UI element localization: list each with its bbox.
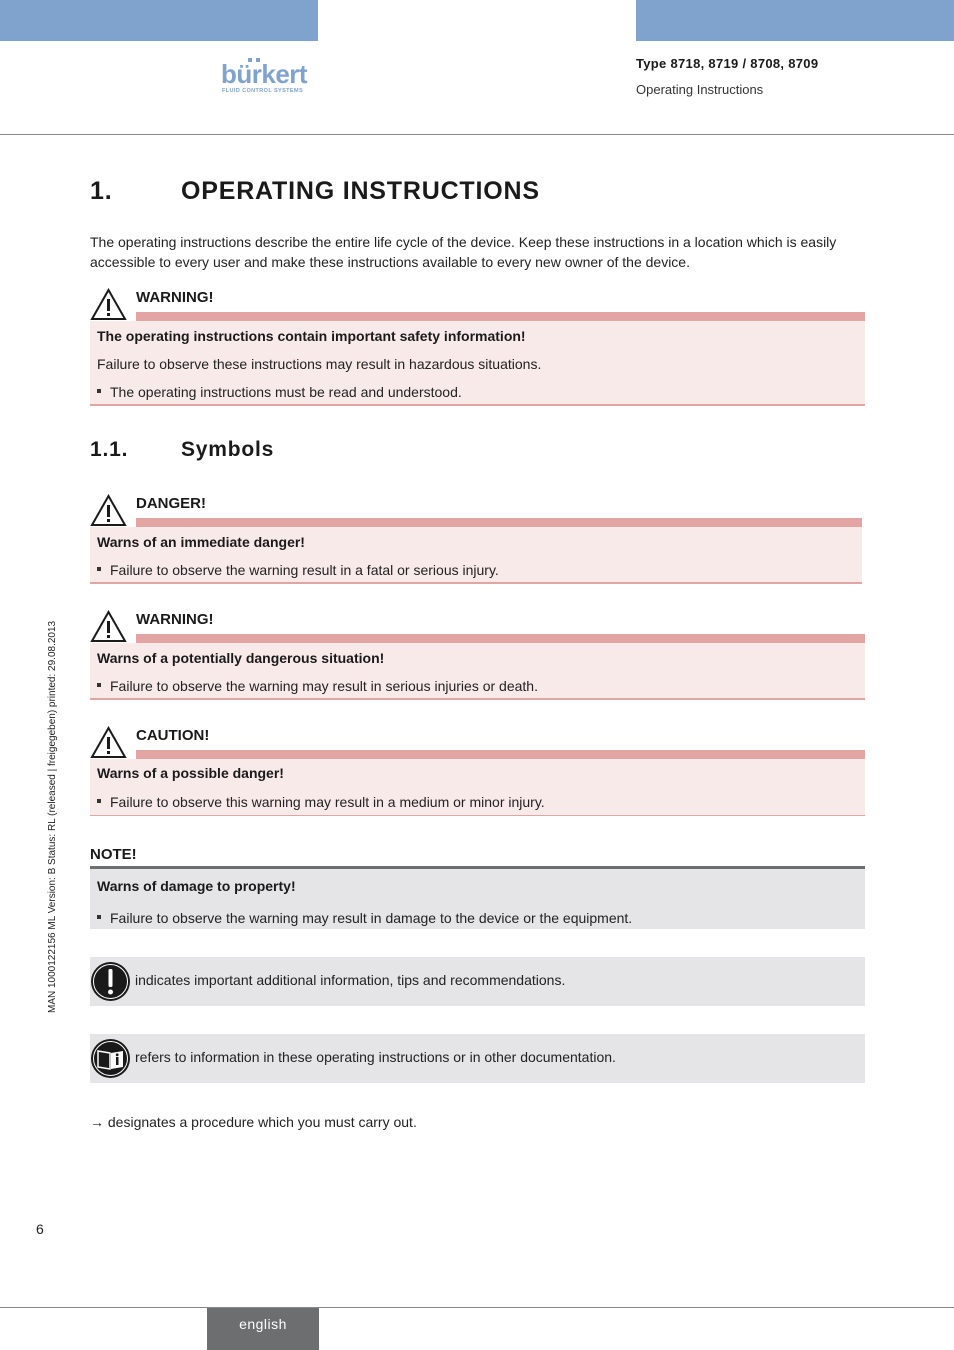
warning-symbol-body (90, 643, 865, 700)
caution-strong: Warns of a possible danger! (97, 765, 284, 781)
intro-paragraph: The operating instructions describe the entire life cycle of the device. Keep these instructions in a location which is easily accessible to every user and make these instructions available to every new owner of the device. (90, 234, 837, 270)
note-bullet: Failure to observe the warning may result in damage to the device or the equipment. (97, 910, 632, 926)
warning-strong: The operating instructions contain important safety information! (97, 328, 526, 344)
subsection-number: 1.1. (90, 438, 129, 461)
caution-bar (136, 750, 865, 759)
note-box (90, 866, 865, 929)
section-title: OPERATING INSTRUCTIONS (181, 177, 540, 205)
warning-text: Failure to observe these instructions may result in hazardous situations. (97, 356, 542, 372)
caution-label: CAUTION! (136, 727, 210, 744)
tip-text: indicates important additional information, tips and recommendations. (135, 972, 566, 988)
danger-bullet: Failure to observe the warning result in a fatal or serious injury. (97, 562, 499, 578)
danger-body (90, 527, 862, 584)
exclamation-circle-icon (90, 961, 131, 1002)
document-status-margin: MAN 1000122156 ML Version: B Status: RL (released | freigegeben) printed: 29.08.2013 (47, 620, 58, 1013)
tip-box (90, 957, 865, 1006)
header-bar-right (636, 0, 954, 41)
warning-label: WARNING! (136, 289, 214, 306)
warning-symbol-label: WARNING! (136, 611, 214, 628)
danger-bar (136, 518, 862, 527)
arrow-right-icon: → (90, 1114, 108, 1130)
warning-box (90, 288, 865, 406)
footer-divider (0, 1307, 954, 1308)
caution-bullet: Failure to observe this warning may result in a medium or minor injury. (97, 794, 545, 810)
logo-subtitle: FLUID CONTROL SYSTEMS (222, 88, 304, 94)
header-bar-left (0, 0, 318, 41)
caution-box (90, 726, 865, 816)
logo-word: bürkert (221, 59, 308, 89)
warning-body (90, 321, 865, 406)
danger-box (90, 494, 862, 584)
section-heading (90, 177, 540, 206)
warning-symbol-bar (136, 634, 865, 643)
warning-symbol-box (90, 610, 865, 700)
warning-triangle-icon (90, 610, 127, 643)
danger-strong: Warns of an immediate danger! (97, 534, 305, 550)
note-label: NOTE! (90, 846, 137, 863)
header-divider (0, 134, 954, 135)
subsection-title: Symbols (181, 438, 275, 461)
subsection-heading (90, 438, 274, 462)
reference-text: refers to information in these operating instructions or in other documentation. (135, 1049, 616, 1065)
warning-symbol-strong: Warns of a potentially dangerous situation! (97, 650, 385, 666)
warning-bar (136, 312, 865, 321)
caution-body (90, 759, 865, 816)
warning-symbol-bullet: Failure to observe the warning may result in serious injuries or death. (97, 678, 538, 694)
warning-bullet: The operating instructions must be read and understood. (97, 384, 462, 400)
book-info-icon (90, 1038, 131, 1079)
danger-label: DANGER! (136, 495, 206, 512)
product-type: Type 8718, 8719 / 8708, 8709 (636, 56, 819, 71)
section-number: 1. (90, 177, 113, 205)
procedure-line: → designates a procedure which you must carry out. (90, 1114, 417, 1130)
danger-triangle-icon (90, 494, 127, 527)
warning-triangle-icon (90, 288, 127, 321)
document-type: Operating Instructions (636, 82, 764, 97)
page-number: 6 (36, 1221, 44, 1237)
reference-box (90, 1034, 865, 1083)
note-strong: Warns of damage to property! (97, 878, 296, 894)
caution-triangle-icon (90, 726, 127, 759)
language-tab: english (207, 1308, 319, 1350)
